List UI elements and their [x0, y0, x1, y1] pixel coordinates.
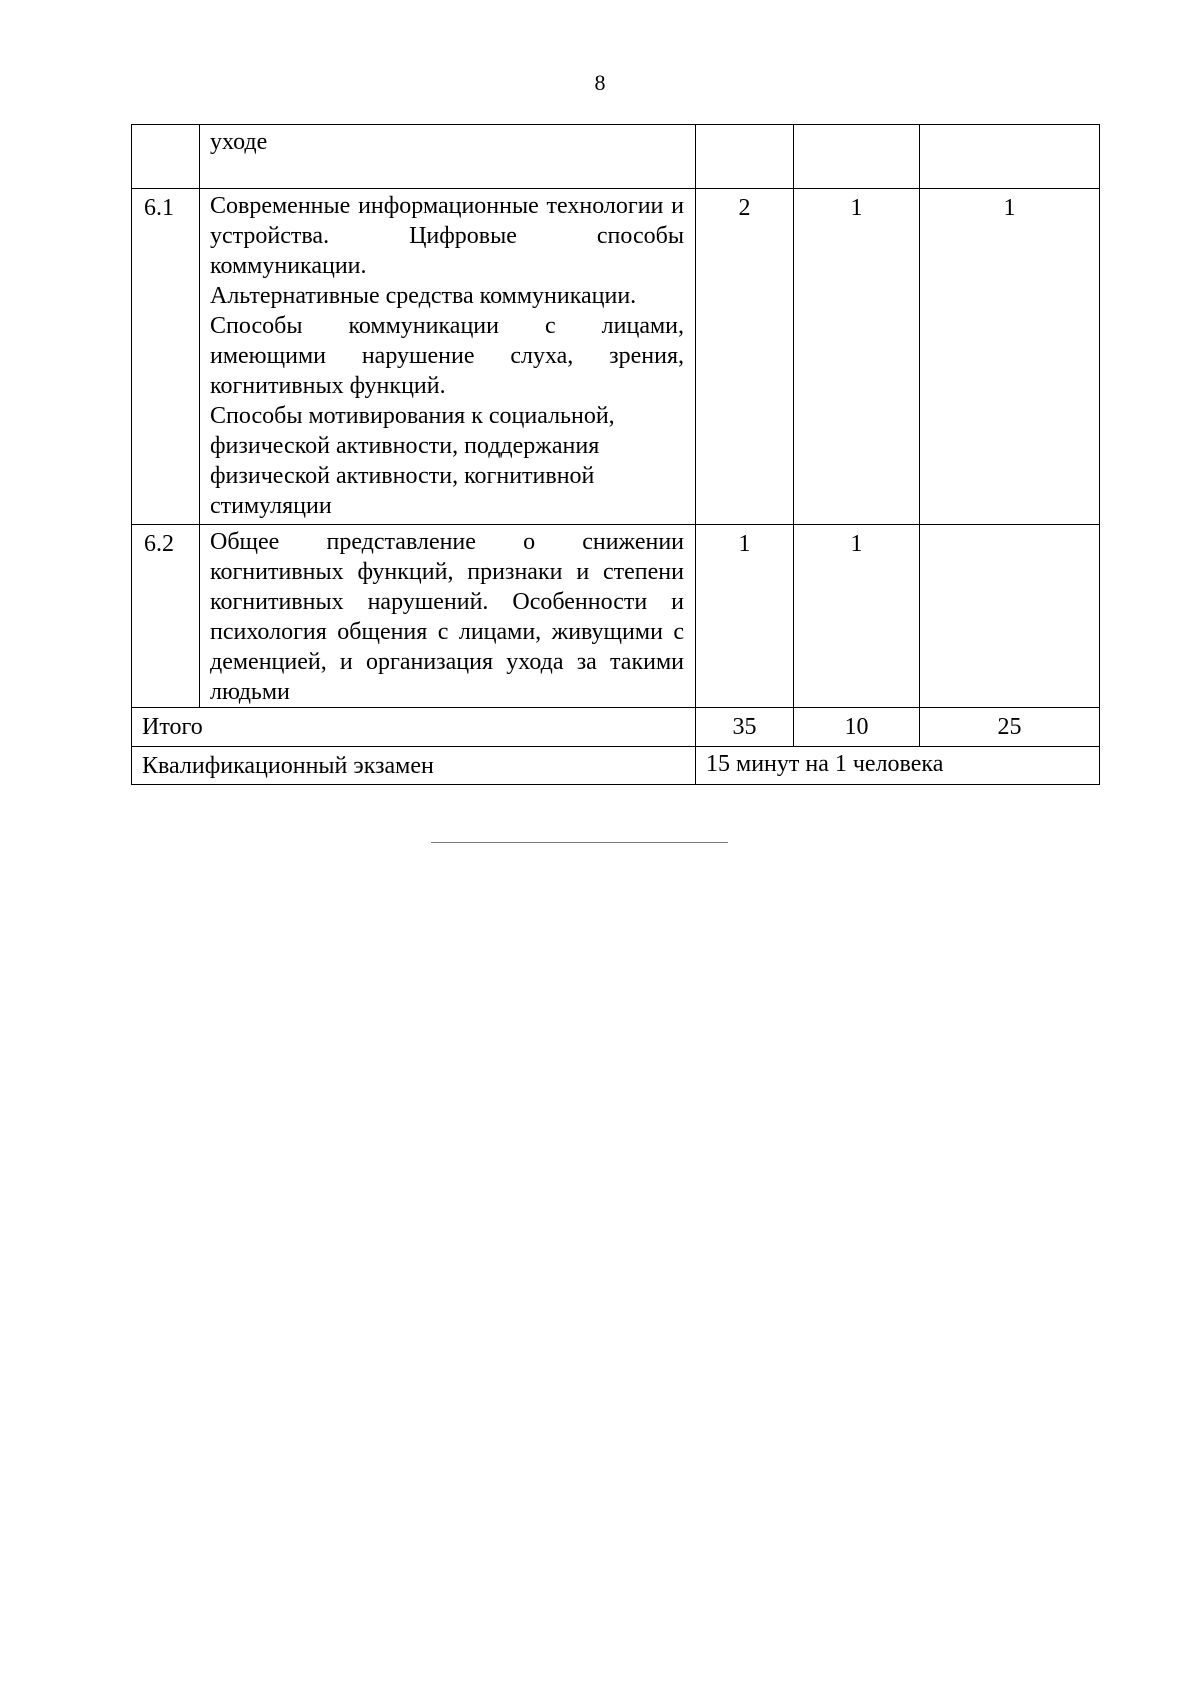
topic-line: Альтернативные средства коммуникации. — [210, 283, 637, 309]
table-row — [132, 525, 1100, 708]
topic-line: уходе — [210, 129, 268, 155]
table-row — [132, 189, 1100, 525]
total-row — [132, 708, 1100, 747]
topic-line: физической активности, поддержания — [210, 433, 600, 459]
row-number-cell — [132, 125, 200, 189]
total-label: Итого — [132, 708, 696, 747]
hours-practice-cell: 1 — [920, 189, 1100, 525]
topic-line: физической активности, когнитивной — [210, 463, 595, 489]
topic-line: Общее представление о снижении когнитивных функций, признаки и степени когнитивных нарушений. Особенности и психология общения с лицами, живущими с деменцией, и организация ухода за такими людьми — [210, 529, 684, 705]
topic-line: Современные информационные технологии и устройства. Цифровые способы коммуникации. — [210, 193, 684, 279]
topic-cell — [200, 189, 696, 525]
hours-theory-cell: 1 — [794, 189, 920, 525]
hours-theory-cell — [794, 125, 920, 189]
curriculum-table — [131, 124, 1100, 785]
hours-total-cell: 2 — [696, 189, 794, 525]
exam-row — [132, 747, 1100, 785]
hours-total-cell: 1 — [696, 525, 794, 708]
row-number-cell: 6.1 — [132, 189, 200, 525]
total-theory-cell: 10 — [794, 708, 920, 747]
topic-line: Способы мотивирования к социальной, — [210, 403, 615, 429]
hours-total-cell — [696, 125, 794, 189]
total-practice-cell: 25 — [920, 708, 1100, 747]
hours-theory-cell: 1 — [794, 525, 920, 708]
total-hours-cell: 35 — [696, 708, 794, 747]
topic-line: Способы коммуникации с лицами, имеющими нарушение слуха, зрения, когнитивных функций. — [210, 313, 684, 399]
hours-practice-cell — [920, 125, 1100, 189]
row-number-cell: 6.2 — [132, 525, 200, 708]
table-row — [132, 125, 1100, 189]
topic-cell — [200, 525, 696, 708]
hours-practice-cell — [920, 525, 1100, 708]
exam-label: Квалификационный экзамен — [132, 747, 696, 785]
page-number: 8 — [594, 70, 606, 95]
exam-value: 15 минут на 1 человека — [696, 747, 1100, 785]
topic-cell — [200, 125, 696, 189]
section-separator-line — [431, 842, 728, 843]
topic-line: стимуляции — [210, 493, 332, 519]
